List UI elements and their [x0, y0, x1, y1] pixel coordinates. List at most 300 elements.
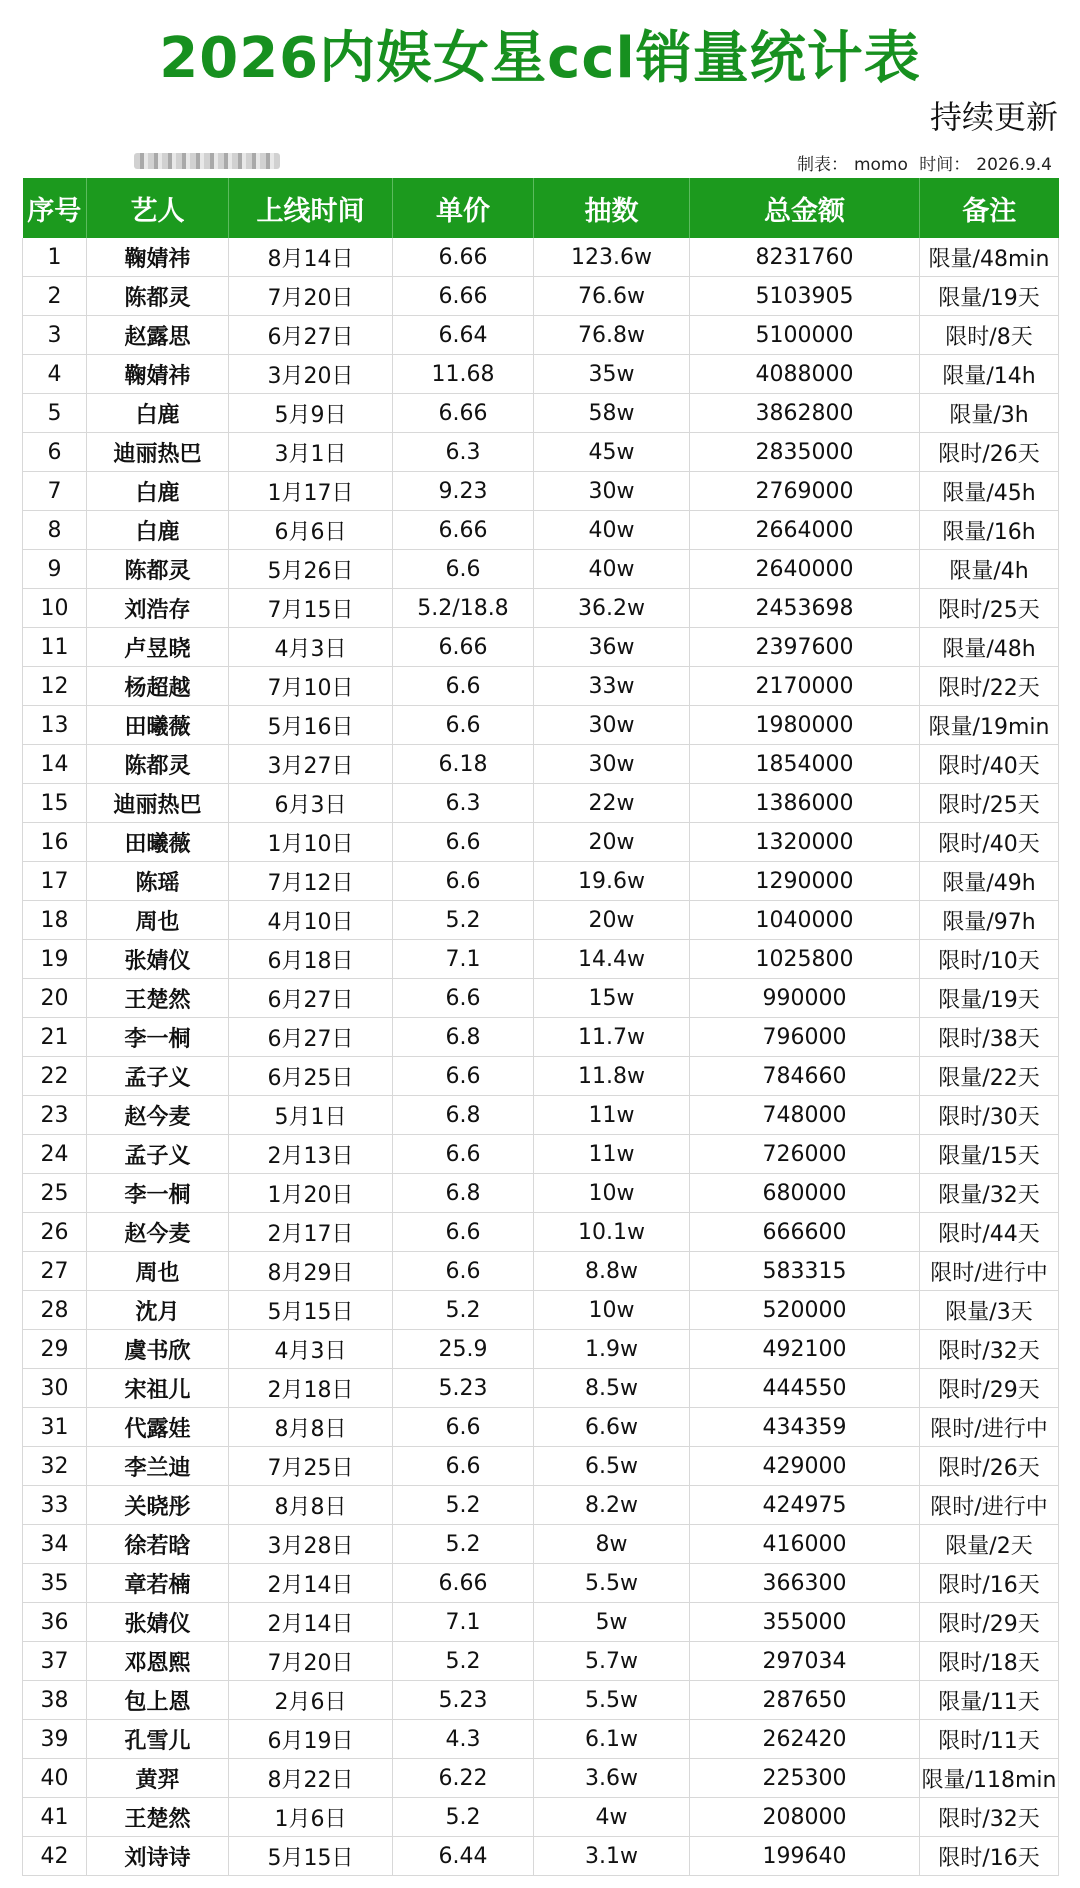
cell-unit-price: 6.6	[393, 1057, 534, 1096]
cell-total-amount: 297034	[690, 1642, 920, 1681]
time-label: 时间：	[919, 155, 971, 175]
cell-unit-price: 6.64	[393, 316, 534, 355]
cell-artist: 包上恩	[87, 1681, 229, 1720]
cell-artist: 王楚然	[87, 979, 229, 1018]
cell-launch-date: 6月18日	[229, 940, 393, 979]
cell-index: 11	[23, 628, 87, 667]
cell-draws: 22w	[534, 784, 690, 823]
cell-index: 37	[23, 1642, 87, 1681]
cell-unit-price: 7.1	[393, 1603, 534, 1642]
cell-index: 22	[23, 1057, 87, 1096]
cell-draws: 4w	[534, 1798, 690, 1837]
cell-unit-price: 6.22	[393, 1759, 534, 1798]
cell-launch-date: 2月14日	[229, 1603, 393, 1642]
cell-launch-date: 1月6日	[229, 1798, 393, 1837]
cell-artist: 宋祖儿	[87, 1369, 229, 1408]
cell-artist: 孔雪儿	[87, 1720, 229, 1759]
cell-unit-price: 5.2	[393, 1525, 534, 1564]
cell-unit-price: 6.18	[393, 745, 534, 784]
cell-launch-date: 1月20日	[229, 1174, 393, 1213]
cell-notes: 限时/进行中	[920, 1408, 1059, 1447]
cell-artist: 鞠婧祎	[87, 355, 229, 394]
cell-notes: 限量/3h	[920, 394, 1059, 433]
cell-index: 6	[23, 433, 87, 472]
cell-draws: 11.8w	[534, 1057, 690, 1096]
cell-artist: 王楚然	[87, 1798, 229, 1837]
header-row	[23, 178, 1059, 238]
cell-index: 10	[23, 589, 87, 628]
table-row	[23, 472, 1059, 511]
table-row	[23, 823, 1059, 862]
cell-unit-price: 6.6	[393, 550, 534, 589]
cell-unit-price: 5.2/18.8	[393, 589, 534, 628]
cell-total-amount: 5100000	[690, 316, 920, 355]
cell-artist: 张婧仪	[87, 1603, 229, 1642]
cell-draws: 11w	[534, 1096, 690, 1135]
cell-launch-date: 3月28日	[229, 1525, 393, 1564]
cell-artist: 孟子义	[87, 1135, 229, 1174]
cell-total-amount: 2664000	[690, 511, 920, 550]
cell-unit-price: 6.66	[393, 628, 534, 667]
cell-total-amount: 726000	[690, 1135, 920, 1174]
cell-unit-price: 6.6	[393, 706, 534, 745]
cell-launch-date: 8月14日	[229, 238, 393, 277]
cell-launch-date: 6月19日	[229, 1720, 393, 1759]
cell-total-amount: 520000	[690, 1291, 920, 1330]
cell-total-amount: 199640	[690, 1837, 920, 1876]
cell-artist: 李一桐	[87, 1174, 229, 1213]
cell-artist: 赵今麦	[87, 1213, 229, 1252]
cell-total-amount: 1290000	[690, 862, 920, 901]
cell-artist: 邓恩熙	[87, 1642, 229, 1681]
cell-artist: 白鹿	[87, 472, 229, 511]
cell-index: 39	[23, 1720, 87, 1759]
cell-total-amount: 2397600	[690, 628, 920, 667]
table-row	[23, 1837, 1059, 1876]
cell-total-amount: 4088000	[690, 355, 920, 394]
cell-notes: 限时/29天	[920, 1603, 1059, 1642]
cell-notes: 限量/118min	[920, 1759, 1059, 1798]
cell-launch-date: 2月17日	[229, 1213, 393, 1252]
cell-draws: 11.7w	[534, 1018, 690, 1057]
cell-index: 14	[23, 745, 87, 784]
maker-label: 制表：	[796, 155, 848, 175]
cell-launch-date: 2月6日	[229, 1681, 393, 1720]
cell-artist: 徐若晗	[87, 1525, 229, 1564]
cell-draws: 3.1w	[534, 1837, 690, 1876]
cell-artist: 田曦薇	[87, 823, 229, 862]
cell-artist: 虞书欣	[87, 1330, 229, 1369]
cell-draws: 76.6w	[534, 277, 690, 316]
cell-total-amount: 208000	[690, 1798, 920, 1837]
time-value: 2026.9.4	[976, 155, 1052, 175]
cell-artist: 陈都灵	[87, 550, 229, 589]
cell-launch-date: 6月27日	[229, 1018, 393, 1057]
cell-notes: 限时/进行中	[920, 1252, 1059, 1291]
maker-name: momo	[853, 155, 908, 175]
cell-notes: 限时/16天	[920, 1564, 1059, 1603]
cell-draws: 3.6w	[534, 1759, 690, 1798]
cell-index: 8	[23, 511, 87, 550]
cell-notes: 限量/45h	[920, 472, 1059, 511]
cell-unit-price: 9.23	[393, 472, 534, 511]
table-row	[23, 862, 1059, 901]
cell-artist: 白鹿	[87, 394, 229, 433]
cell-total-amount: 2170000	[690, 667, 920, 706]
table-row	[23, 277, 1059, 316]
cell-draws: 15w	[534, 979, 690, 1018]
cell-index: 3	[23, 316, 87, 355]
cell-notes: 限量/14h	[920, 355, 1059, 394]
cell-notes: 限量/48h	[920, 628, 1059, 667]
cell-notes: 限时/32天	[920, 1330, 1059, 1369]
cell-launch-date: 3月27日	[229, 745, 393, 784]
cell-unit-price: 6.6	[393, 1213, 534, 1252]
page-title: 2026内娱女星ccl销量统计表	[159, 26, 921, 91]
table-row	[23, 550, 1059, 589]
cell-launch-date: 4月3日	[229, 628, 393, 667]
cell-notes: 限时/44天	[920, 1213, 1059, 1252]
table-row	[23, 238, 1059, 277]
cell-total-amount: 2835000	[690, 433, 920, 472]
cell-total-amount: 796000	[690, 1018, 920, 1057]
cell-launch-date: 6月27日	[229, 316, 393, 355]
cell-index: 5	[23, 394, 87, 433]
cell-unit-price: 6.66	[393, 238, 534, 277]
cell-unit-price: 5.2	[393, 1291, 534, 1330]
cell-artist: 关晓彤	[87, 1486, 229, 1525]
cell-total-amount: 225300	[690, 1759, 920, 1798]
cell-index: 7	[23, 472, 87, 511]
table-row	[23, 1759, 1059, 1798]
cell-launch-date: 8月8日	[229, 1486, 393, 1525]
cell-unit-price: 6.66	[393, 277, 534, 316]
table-row	[23, 511, 1059, 550]
cell-index: 23	[23, 1096, 87, 1135]
cell-draws: 5.7w	[534, 1642, 690, 1681]
table-row	[23, 1408, 1059, 1447]
table-row	[23, 1291, 1059, 1330]
cell-total-amount: 2769000	[690, 472, 920, 511]
cell-notes: 限时/40天	[920, 745, 1059, 784]
cell-index: 9	[23, 550, 87, 589]
cell-unit-price: 6.44	[393, 1837, 534, 1876]
cell-draws: 33w	[534, 667, 690, 706]
table-row	[23, 1642, 1059, 1681]
cell-total-amount: 1320000	[690, 823, 920, 862]
maker-line	[791, 150, 1052, 175]
cell-total-amount: 444550	[690, 1369, 920, 1408]
cell-draws: 35w	[534, 355, 690, 394]
cell-artist: 陈都灵	[87, 277, 229, 316]
cell-launch-date: 6月6日	[229, 511, 393, 550]
cell-launch-date: 7月20日	[229, 277, 393, 316]
col-header-draws: 抽数	[534, 178, 690, 238]
cell-draws: 36w	[534, 628, 690, 667]
col-header-unit-price: 单价	[393, 178, 534, 238]
cell-index: 40	[23, 1759, 87, 1798]
cell-total-amount: 3862800	[690, 394, 920, 433]
cell-draws: 30w	[534, 472, 690, 511]
cell-total-amount: 748000	[690, 1096, 920, 1135]
cell-notes: 限量/11天	[920, 1681, 1059, 1720]
cell-total-amount: 416000	[690, 1525, 920, 1564]
cell-launch-date: 8月22日	[229, 1759, 393, 1798]
cell-launch-date: 5月16日	[229, 706, 393, 745]
cell-index: 25	[23, 1174, 87, 1213]
cell-total-amount: 429000	[690, 1447, 920, 1486]
cell-unit-price: 6.66	[393, 394, 534, 433]
cell-index: 29	[23, 1330, 87, 1369]
cell-index: 17	[23, 862, 87, 901]
table-row	[23, 706, 1059, 745]
cell-artist: 陈瑶	[87, 862, 229, 901]
table-body	[23, 238, 1059, 1876]
cell-notes: 限时/22天	[920, 667, 1059, 706]
cell-unit-price: 6.6	[393, 1408, 534, 1447]
cell-total-amount: 1980000	[690, 706, 920, 745]
cell-artist: 李兰迪	[87, 1447, 229, 1486]
cell-draws: 20w	[534, 901, 690, 940]
cell-total-amount: 287650	[690, 1681, 920, 1720]
cell-launch-date: 6月27日	[229, 979, 393, 1018]
cell-artist: 李一桐	[87, 1018, 229, 1057]
cell-launch-date: 8月8日	[229, 1408, 393, 1447]
cell-index: 36	[23, 1603, 87, 1642]
cell-notes: 限量/3天	[920, 1291, 1059, 1330]
cell-launch-date: 5月26日	[229, 550, 393, 589]
cell-unit-price: 6.8	[393, 1096, 534, 1135]
cell-unit-price: 6.3	[393, 784, 534, 823]
cell-launch-date: 5月9日	[229, 394, 393, 433]
cell-draws: 14.4w	[534, 940, 690, 979]
cell-total-amount: 434359	[690, 1408, 920, 1447]
sales-table	[22, 178, 1059, 1876]
cell-index: 2	[23, 277, 87, 316]
cell-artist: 田曦薇	[87, 706, 229, 745]
cell-launch-date: 7月15日	[229, 589, 393, 628]
cell-artist: 赵今麦	[87, 1096, 229, 1135]
cell-launch-date: 7月12日	[229, 862, 393, 901]
cell-notes: 限时/30天	[920, 1096, 1059, 1135]
table-row	[23, 589, 1059, 628]
table-row	[23, 940, 1059, 979]
cell-artist: 陈都灵	[87, 745, 229, 784]
cell-artist: 孟子义	[87, 1057, 229, 1096]
table-row	[23, 784, 1059, 823]
cell-unit-price: 5.23	[393, 1681, 534, 1720]
cell-notes: 限量/97h	[920, 901, 1059, 940]
cell-draws: 10.1w	[534, 1213, 690, 1252]
cell-notes: 限时/32天	[920, 1798, 1059, 1837]
cell-total-amount: 990000	[690, 979, 920, 1018]
cell-unit-price: 6.8	[393, 1174, 534, 1213]
cell-total-amount: 262420	[690, 1720, 920, 1759]
blurred-watermark-text	[134, 153, 280, 169]
cell-unit-price: 5.23	[393, 1369, 534, 1408]
cell-index: 21	[23, 1018, 87, 1057]
cell-index: 24	[23, 1135, 87, 1174]
cell-unit-price: 6.3	[393, 433, 534, 472]
col-header-notes: 备注	[920, 178, 1059, 238]
cell-launch-date: 4月10日	[229, 901, 393, 940]
cell-index: 19	[23, 940, 87, 979]
cell-artist: 卢昱晓	[87, 628, 229, 667]
cell-unit-price: 6.6	[393, 1135, 534, 1174]
cell-launch-date: 5月1日	[229, 1096, 393, 1135]
cell-notes: 限时/26天	[920, 433, 1059, 472]
cell-index: 28	[23, 1291, 87, 1330]
sales-table-wrapper	[22, 178, 1058, 1876]
cell-index: 31	[23, 1408, 87, 1447]
cell-draws: 6.1w	[534, 1720, 690, 1759]
cell-notes: 限时/29天	[920, 1369, 1059, 1408]
cell-index: 13	[23, 706, 87, 745]
cell-artist: 刘诗诗	[87, 1837, 229, 1876]
cell-notes: 限时/16天	[920, 1837, 1059, 1876]
col-header-launch-date: 上线时间	[229, 178, 393, 238]
cell-launch-date: 2月13日	[229, 1135, 393, 1174]
cell-index: 26	[23, 1213, 87, 1252]
cell-total-amount: 492100	[690, 1330, 920, 1369]
cell-unit-price: 6.6	[393, 823, 534, 862]
cell-launch-date: 5月15日	[229, 1837, 393, 1876]
cell-draws: 10w	[534, 1174, 690, 1213]
cell-notes: 限时/25天	[920, 784, 1059, 823]
cell-draws: 36.2w	[534, 589, 690, 628]
table-row	[23, 316, 1059, 355]
cell-launch-date: 2月18日	[229, 1369, 393, 1408]
cell-artist: 沈月	[87, 1291, 229, 1330]
table-row	[23, 901, 1059, 940]
cell-launch-date: 8月29日	[229, 1252, 393, 1291]
table-row	[23, 1096, 1059, 1135]
table-row	[23, 1369, 1059, 1408]
update-note: 持续更新	[929, 98, 1058, 136]
cell-index: 30	[23, 1369, 87, 1408]
cell-notes: 限量/4h	[920, 550, 1059, 589]
cell-notes: 限时/8天	[920, 316, 1059, 355]
cell-notes: 限量/16h	[920, 511, 1059, 550]
cell-launch-date: 1月17日	[229, 472, 393, 511]
cell-index: 1	[23, 238, 87, 277]
cell-total-amount: 366300	[690, 1564, 920, 1603]
cell-artist: 赵露思	[87, 316, 229, 355]
cell-draws: 5w	[534, 1603, 690, 1642]
cell-index: 16	[23, 823, 87, 862]
cell-index: 27	[23, 1252, 87, 1291]
cell-notes: 限时/11天	[920, 1720, 1059, 1759]
table-row	[23, 1564, 1059, 1603]
cell-artist: 代露娃	[87, 1408, 229, 1447]
cell-index: 15	[23, 784, 87, 823]
cell-artist: 迪丽热巴	[87, 784, 229, 823]
cell-draws: 58w	[534, 394, 690, 433]
cell-notes: 限量/2天	[920, 1525, 1059, 1564]
cell-notes: 限时/18天	[920, 1642, 1059, 1681]
cell-unit-price: 6.6	[393, 1252, 534, 1291]
cell-artist: 杨超越	[87, 667, 229, 706]
cell-draws: 6.6w	[534, 1408, 690, 1447]
cell-draws: 76.8w	[534, 316, 690, 355]
cell-notes: 限时/25天	[920, 589, 1059, 628]
table-row	[23, 1486, 1059, 1525]
cell-notes: 限时/26天	[920, 1447, 1059, 1486]
cell-index: 38	[23, 1681, 87, 1720]
cell-draws: 5.5w	[534, 1681, 690, 1720]
cell-draws: 40w	[534, 511, 690, 550]
cell-notes: 限时/40天	[920, 823, 1059, 862]
cell-artist: 白鹿	[87, 511, 229, 550]
cell-total-amount: 355000	[690, 1603, 920, 1642]
cell-total-amount: 8231760	[690, 238, 920, 277]
cell-artist: 鞠婧祎	[87, 238, 229, 277]
table-row	[23, 1720, 1059, 1759]
cell-total-amount: 1854000	[690, 745, 920, 784]
col-header-artist: 艺人	[87, 178, 229, 238]
cell-draws: 45w	[534, 433, 690, 472]
cell-unit-price: 6.8	[393, 1018, 534, 1057]
table-row	[23, 979, 1059, 1018]
table-row	[23, 1057, 1059, 1096]
cell-index: 20	[23, 979, 87, 1018]
cell-launch-date: 3月20日	[229, 355, 393, 394]
cell-unit-price: 4.3	[393, 1720, 534, 1759]
cell-draws: 11w	[534, 1135, 690, 1174]
cell-draws: 5.5w	[534, 1564, 690, 1603]
cell-index: 42	[23, 1837, 87, 1876]
cell-artist: 刘浩存	[87, 589, 229, 628]
table-row	[23, 355, 1059, 394]
cell-notes: 限时/进行中	[920, 1486, 1059, 1525]
cell-unit-price: 6.6	[393, 979, 534, 1018]
cell-total-amount: 666600	[690, 1213, 920, 1252]
cell-unit-price: 6.66	[393, 511, 534, 550]
cell-notes: 限量/19天	[920, 979, 1059, 1018]
table-row	[23, 1447, 1059, 1486]
cell-draws: 10w	[534, 1291, 690, 1330]
table-row	[23, 667, 1059, 706]
cell-launch-date: 6月25日	[229, 1057, 393, 1096]
cell-total-amount: 784660	[690, 1057, 920, 1096]
cell-artist: 周也	[87, 901, 229, 940]
cell-notes: 限量/15天	[920, 1135, 1059, 1174]
table-row	[23, 394, 1059, 433]
cell-draws: 8.8w	[534, 1252, 690, 1291]
cell-draws: 19.6w	[534, 862, 690, 901]
table-header	[23, 178, 1059, 238]
cell-total-amount: 1040000	[690, 901, 920, 940]
cell-unit-price: 5.2	[393, 1642, 534, 1681]
cell-total-amount: 680000	[690, 1174, 920, 1213]
cell-notes: 限量/19天	[920, 277, 1059, 316]
cell-index: 18	[23, 901, 87, 940]
cell-unit-price: 25.9	[393, 1330, 534, 1369]
table-row	[23, 628, 1059, 667]
cell-launch-date: 7月20日	[229, 1642, 393, 1681]
cell-artist: 迪丽热巴	[87, 433, 229, 472]
cell-total-amount: 2640000	[690, 550, 920, 589]
table-row	[23, 1603, 1059, 1642]
cell-unit-price: 6.6	[393, 1447, 534, 1486]
cell-notes: 限量/49h	[920, 862, 1059, 901]
cell-artist: 黄羿	[87, 1759, 229, 1798]
cell-unit-price: 6.6	[393, 667, 534, 706]
cell-notes: 限时/10天	[920, 940, 1059, 979]
cell-notes: 限时/38天	[920, 1018, 1059, 1057]
cell-unit-price: 11.68	[393, 355, 534, 394]
cell-draws: 6.5w	[534, 1447, 690, 1486]
